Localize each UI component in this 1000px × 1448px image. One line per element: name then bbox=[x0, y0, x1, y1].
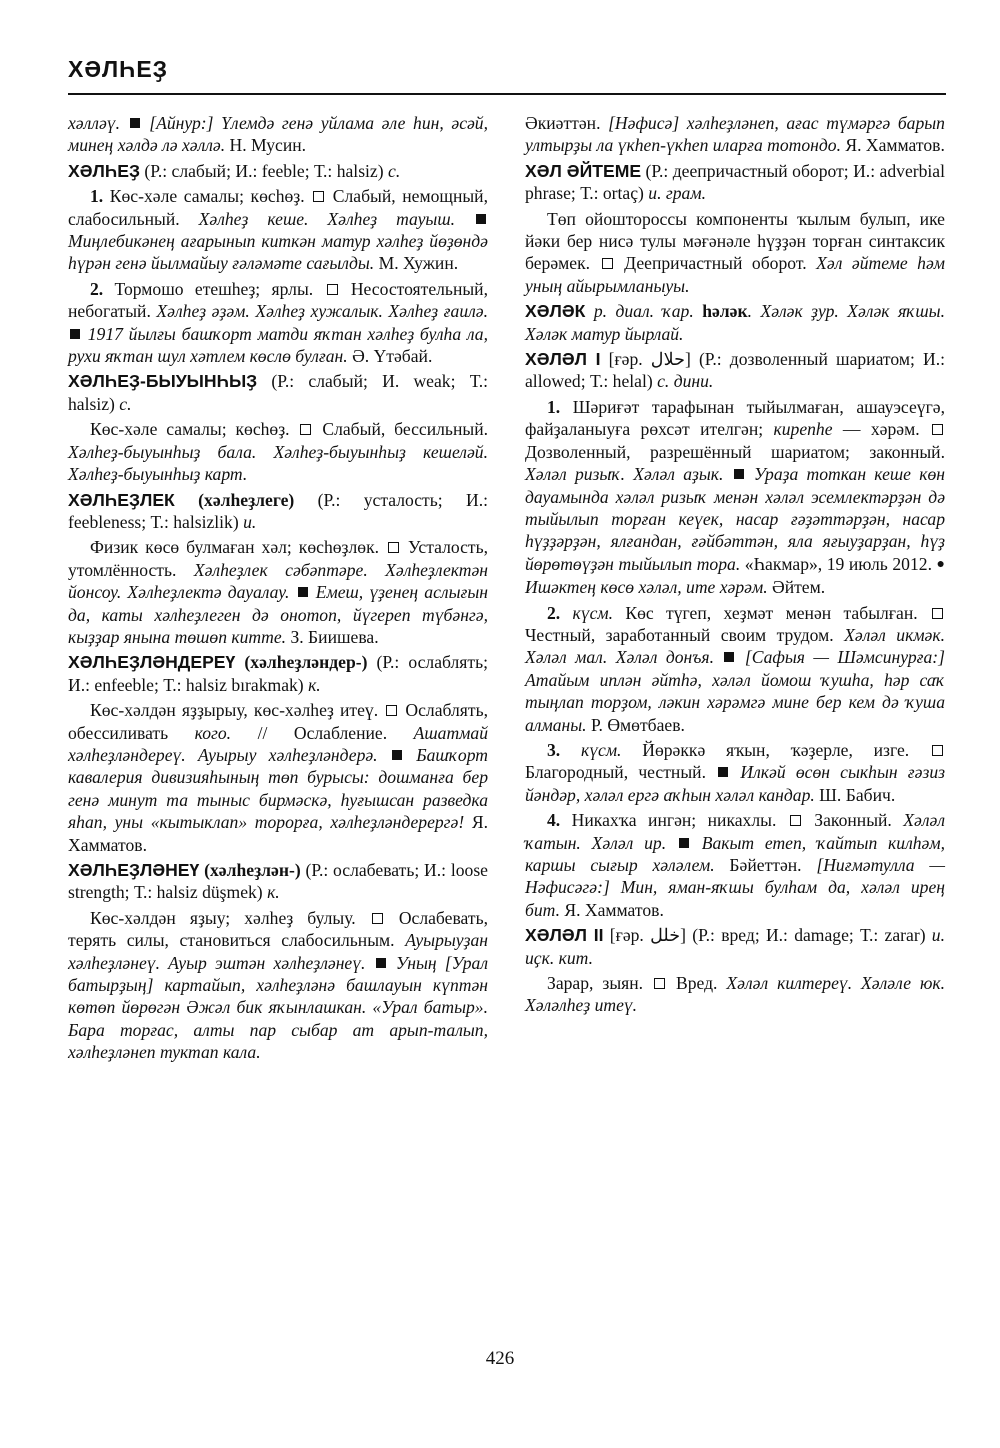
translation-marker-icon bbox=[932, 608, 943, 619]
russian-translation: Деепричастный оборот. bbox=[614, 253, 817, 274]
headword: ХӘЛҺЕҘЛӘНДЕРЕҮ bbox=[68, 652, 236, 673]
russian-translation: Слабый, бессильный. bbox=[313, 419, 489, 440]
part-of-speech: с. дини. bbox=[652, 371, 714, 392]
source-text: Бәйеттән. bbox=[714, 855, 817, 875]
translation-marker-icon bbox=[602, 258, 613, 269]
definition: Көс-хәле самалы; көсһөҙ. bbox=[103, 186, 312, 207]
example-marker-icon bbox=[376, 958, 386, 968]
source-text: Я. Хамматов. bbox=[840, 135, 945, 156]
sense bbox=[525, 602, 945, 736]
sense-number: 2. bbox=[90, 278, 104, 299]
dictionary-entry bbox=[68, 489, 488, 534]
continued-entry bbox=[525, 112, 945, 157]
right-column bbox=[525, 112, 945, 1020]
headword: ХӘЛ ӘЙТЕМЕ bbox=[525, 160, 642, 181]
translation-marker-icon bbox=[932, 745, 943, 756]
translations: (Р.: слабый; И. weak; Т.: halsiz) bbox=[68, 371, 488, 414]
russian-translation: Ослаблять, обессиливать bbox=[68, 700, 489, 743]
dictionary-entry bbox=[525, 348, 945, 393]
sense-number: 1. bbox=[90, 186, 104, 207]
proverb-marker-icon: ● bbox=[936, 556, 945, 572]
example-text: хәлләү. bbox=[68, 113, 120, 133]
part-of-speech: күсм. bbox=[560, 739, 622, 760]
headword: ХӘЛӘЛ II bbox=[525, 925, 604, 946]
russian-translation: Честный, заработанный своим трудом. bbox=[525, 624, 845, 645]
translation-marker-icon bbox=[790, 815, 801, 826]
definition: Йөрәккә яҡын, ҡәҙерле, изге. bbox=[621, 739, 930, 760]
dictionary-entry bbox=[68, 370, 488, 415]
translation-marker-icon bbox=[388, 542, 399, 553]
sense bbox=[525, 739, 945, 806]
example-text: [Сафыя — Шәмсинурға:] Атайым иплән әйтһә, хәләл йомош ҡушһа, һәр саҡ тыңлап торҙом, ләкин хәрәмгә мине бер кем дә ҡуша алманы. bbox=[525, 647, 945, 735]
example-text: Вакыт етеп, ҡайтып килһәм, каршы сығыр хәләлем. bbox=[525, 832, 945, 875]
example-marker-icon bbox=[476, 214, 486, 224]
sense bbox=[525, 972, 945, 1017]
etymology: [ғәр. bbox=[600, 349, 651, 370]
example-marker-icon bbox=[130, 118, 140, 128]
example-text: Уның [Урал батырҙың] картайып, хәлһеҙләнә башлауын күптән көтөп йөрөгән Әжәл бик яҡынлашкан. «Урал батыр». Бара торғас, алты пар сыбар ат арып-талып, хәлһеҙләнеп туктап кала. bbox=[68, 952, 489, 1063]
part-of-speech: к. bbox=[262, 882, 280, 903]
dictionary-entry bbox=[525, 300, 945, 345]
example-text: Хәләл ҡатын. Хәләл ир. bbox=[525, 810, 946, 853]
example-text: . Хәләк ҙур. Хәләк яҡшы. Хәләк матур йырлай. bbox=[525, 301, 946, 344]
example-marker-icon bbox=[718, 767, 728, 777]
source-text: «Һакмар», 19 июль 2012. bbox=[740, 553, 937, 574]
example-text: [Ниғмәтулла — Нәфисәгә:] Мин, яман-яҡшы булһам да, хәләл ирең бит. bbox=[525, 855, 945, 920]
russian-translation: Несостоятельный, небогатый. bbox=[68, 278, 488, 322]
header-rule bbox=[68, 93, 946, 95]
source-text: Я. Хамматов. bbox=[68, 812, 488, 855]
example-text: Ишәктең көсө хәләл, ите хәрәм. bbox=[525, 577, 768, 598]
translation-marker-icon bbox=[372, 913, 383, 924]
translations: ] (Р.: дозволенный шариатом; И.: allowed; Т.: helal) bbox=[525, 349, 945, 392]
dictionary-entry bbox=[525, 160, 945, 205]
headword: ХӘЛҺЕҘ bbox=[68, 160, 140, 181]
source-text: З. Биишева. bbox=[286, 626, 379, 647]
example-text: Хәлһеҙ кеше. Хәлһеҙ тауыш. bbox=[198, 208, 455, 229]
source-text: Я. Хамматов. bbox=[559, 899, 664, 920]
headword: ХӘЛӘЛ I bbox=[525, 349, 601, 370]
sense-number: 4. bbox=[547, 810, 561, 831]
part-of-speech: и. bbox=[238, 511, 257, 532]
sense-number: 2. bbox=[547, 602, 561, 623]
russian-translation: // Ослабление. bbox=[231, 722, 414, 743]
russian-translation: Слабый, немощный, слабосильный. bbox=[68, 186, 488, 229]
example-marker-icon bbox=[298, 587, 308, 597]
part-of-speech: и. грам. bbox=[643, 183, 706, 204]
example-text: Хәл әйтеме һәм уның айырымланыуы. bbox=[525, 253, 946, 296]
definition: Көс-хәлдән яҙыу; хәлһеҙ булыу. bbox=[90, 907, 370, 928]
part-of-speech: и. иҫк. кит. bbox=[525, 925, 946, 968]
sense bbox=[525, 809, 945, 921]
translations: (Р.: ослаблять; И.: enfeeble; Т.: halsiz bırakmak) bbox=[68, 652, 488, 695]
sense bbox=[68, 278, 488, 368]
sense-number: 3. bbox=[547, 739, 561, 760]
example-text: Емеш, үҙенең аслығын да, каты хәлһеҙлеген дә онотоп, йүгереп түбәнгә, кыҙҙар янына төшөп китте. bbox=[68, 582, 488, 647]
example-text: [Нәфисә] хәлһеҙләнеп, ағас түмәргә барып ултырҙы ла үкһеп-үкһеп иларға тотондо. bbox=[525, 113, 945, 156]
dictionary-entry bbox=[525, 924, 945, 969]
headword-form: (хәлһеҙлән-) bbox=[199, 860, 301, 880]
source-text: Ә. Үтәбай. bbox=[347, 346, 433, 367]
headword: ХӘЛҺЕҘ-БЫУЫНҺЫҘ bbox=[68, 371, 258, 392]
part-of-speech: с. bbox=[114, 393, 132, 414]
page-number: 426 bbox=[485, 1348, 515, 1369]
russian-translation: Усталость, утомлённость. bbox=[68, 537, 489, 580]
example-marker-icon bbox=[724, 652, 734, 662]
sense bbox=[68, 907, 488, 1064]
russian-translation: Вред. bbox=[667, 973, 727, 994]
russian-translation: Благородный, честный. bbox=[525, 762, 717, 783]
translation-marker-icon bbox=[386, 705, 397, 716]
dictionary-entry bbox=[68, 859, 488, 904]
part-of-speech: күсм. bbox=[560, 602, 614, 623]
example-marker-icon bbox=[392, 750, 402, 760]
russian-translation: Законный. bbox=[802, 810, 904, 831]
cross-reference: һәләк bbox=[702, 301, 748, 322]
definition: Зарар, зыян. bbox=[547, 973, 653, 994]
headword: ХӘЛҺЕҘЛӘНЕҮ bbox=[68, 860, 200, 880]
example-text: Ашатмай хәлһеҙләндереү. Ауырыу хәлһеҙләндерә. bbox=[68, 722, 488, 765]
example-text: Хәлһеҙлек сәбәптәре. Хәлһеҙлектән йонсоу. Хәлһеҙлектә дауалау. bbox=[68, 559, 489, 603]
example-text: Башҡорт кавалерия дивизияһының төп бурысы: дошманға бер генә минут та тыныс бирмәскә, һуғышсан разведка яһап, уны «кытыклап» торорға, хәлһеҙләндерергә! bbox=[68, 744, 488, 833]
example-text: Хәләл килтереү. Хәләле юк. Хәләлһеҙ итеү. bbox=[525, 973, 946, 1016]
translations: (Р.: ослабевать; И.: loose strength; Т.: halsiz düşmek) bbox=[68, 860, 488, 903]
definition: — хәрәм. bbox=[832, 419, 930, 440]
source-text: М. Хужин. bbox=[374, 253, 459, 274]
antonym: кирепһе bbox=[773, 419, 833, 440]
translation-marker-icon bbox=[313, 191, 324, 202]
sense bbox=[525, 396, 945, 599]
part-of-speech: р. диал. ҡар. bbox=[585, 301, 703, 322]
dictionary-entry bbox=[68, 651, 488, 696]
arabic-script: حلال bbox=[650, 349, 685, 370]
etymology: [ғәр. bbox=[603, 925, 651, 946]
translation-marker-icon bbox=[654, 978, 665, 989]
definition: Көс-хәле самалы; көсһөҙ. bbox=[90, 419, 299, 440]
continued-entry bbox=[68, 112, 488, 157]
translation-marker-icon bbox=[300, 424, 311, 435]
definition: Никахҡа ингән; никахлы. bbox=[560, 810, 788, 831]
definition: Тормошо етешһеҙ; ярлы. bbox=[103, 278, 325, 299]
headword: ХӘЛҺЕҘЛЕК bbox=[68, 489, 175, 510]
headword-form: (хәлһеҙләндер-) bbox=[235, 652, 368, 673]
dictionary-entry bbox=[68, 160, 488, 182]
translation-marker-icon bbox=[327, 284, 338, 295]
sense bbox=[68, 536, 488, 648]
example-text: [Айнур:] Үлемдә генә уйлама әле һин, әсәй, минең хәлдә лә хәллә. bbox=[68, 113, 489, 156]
example-text: Хәләл ризыҡ. Хәләл аҙык. bbox=[525, 464, 724, 485]
example-text: Ураҙа тоткан кеше көн дауамында хәләл ризыҡ менән хәләл эсемлектәрҙән дә тыйылып торған кеүек, насар ғәҙәттәрҙән, насар һүҙҙәрҙән, ялғандан, ғәйбәттән, яла яғыуҙарҙан, һүҙ йөрөтөүҙән тыйылып тора. bbox=[525, 464, 945, 574]
example-text: 1917 йылғы башҡорт матди яҡтан хәлһеҙ булһа ла, рухи яҡтан шул хәтлем көслө булған. bbox=[68, 323, 488, 367]
arabic-script: خلل bbox=[650, 925, 681, 946]
sense bbox=[68, 185, 488, 275]
example-marker-icon bbox=[679, 838, 689, 848]
source-text: Н. Мусин. bbox=[225, 135, 307, 156]
example-text: Хәлһеҙ-быуынһыҙ бала. Хәлһеҙ-быуынһыҙ кешеләй. Хәлһеҙ-быуынһыҙ карт. bbox=[68, 441, 488, 485]
example-text: Миңлебикәнең ағарынып киткән матур хәлһеҙ йөҙөндә һүрән генә йылмайыу ғәләмәте сағылды. bbox=[68, 231, 488, 274]
russian-translation: Дозволенный, разрешённый шариатом; законный. bbox=[525, 441, 945, 462]
translations: (Р.: усталость; И.: feebleness; Т.: halsizlik) bbox=[68, 489, 488, 532]
translations: ] (Р.: вред; И.: damage; Т.: zarar) bbox=[680, 925, 926, 946]
translations: (Р.: слабый; И.: feeble; Т.: halsiz) bbox=[139, 160, 384, 181]
example-marker-icon bbox=[734, 469, 744, 479]
headword-form: (хәлһеҙлеге) bbox=[174, 489, 295, 510]
example-marker-icon bbox=[70, 329, 80, 339]
sense bbox=[68, 699, 488, 856]
page-header-title: ХӘЛҺЕҘ bbox=[68, 56, 169, 82]
definition: Физик көсө булмаған хәл; көсһөҙлөк. bbox=[90, 537, 387, 558]
translations: (Р.: деепричастный оборот; И.: adverbial phrase; Т.: ortaç) bbox=[525, 160, 945, 204]
definition: Төп ойошторoccы компоненты ҡылым булып, ике йәки бер нисә тулы мәғәнәле һүҙҙән торған синтаксик берәмек. bbox=[525, 208, 945, 274]
sense bbox=[68, 418, 488, 485]
source-text: Р. Өмөтбаев. bbox=[586, 714, 685, 735]
source-text: Әйтем. bbox=[767, 577, 826, 598]
russian-translation: Ослабевать, терять силы, становиться слабосильным. bbox=[68, 907, 488, 951]
source-text: Ш. Бабич. bbox=[814, 784, 896, 805]
left-column bbox=[68, 112, 488, 1067]
definition: Көс-хәлдән яҙҙырыу, көс-хәлһеҙ итеү. bbox=[90, 700, 385, 721]
translation-marker-icon bbox=[932, 424, 943, 435]
part-of-speech: с. bbox=[383, 160, 401, 181]
definition: Көс түгеп, хеҙмәт менән табылған. bbox=[613, 602, 930, 623]
source-text: Әкиәттән. bbox=[525, 113, 609, 133]
sense bbox=[525, 208, 945, 298]
sense-number: 1. bbox=[547, 396, 561, 417]
definition: Шәриғәт тарафынан тыйылмаған, ашауэсеүгә, файҙаланыуға рөхсәт ителгән; bbox=[525, 396, 945, 440]
example-text: Хәләл икмәк. Хәләл мал. Хәләл донъя. bbox=[525, 624, 945, 668]
example-text: Илкәй өсөн сыкһын ғәзиз йәндәр, хәләл ергә аҡһын хәләл кандар. bbox=[525, 762, 945, 805]
example-text: Хәлһеҙ әҙәм. Хәлһеҙ хужалык. Хәлһеҙ ғаилә. bbox=[156, 301, 489, 322]
headword: ХӘЛӘК bbox=[525, 301, 586, 322]
part-of-speech: к. bbox=[303, 674, 321, 695]
grammar-note: кого. bbox=[194, 722, 232, 743]
example-text: Ауырыуҙан хәлһеҙләнеү. Ауыр эштән хәлһеҙләнеү. bbox=[68, 930, 488, 973]
